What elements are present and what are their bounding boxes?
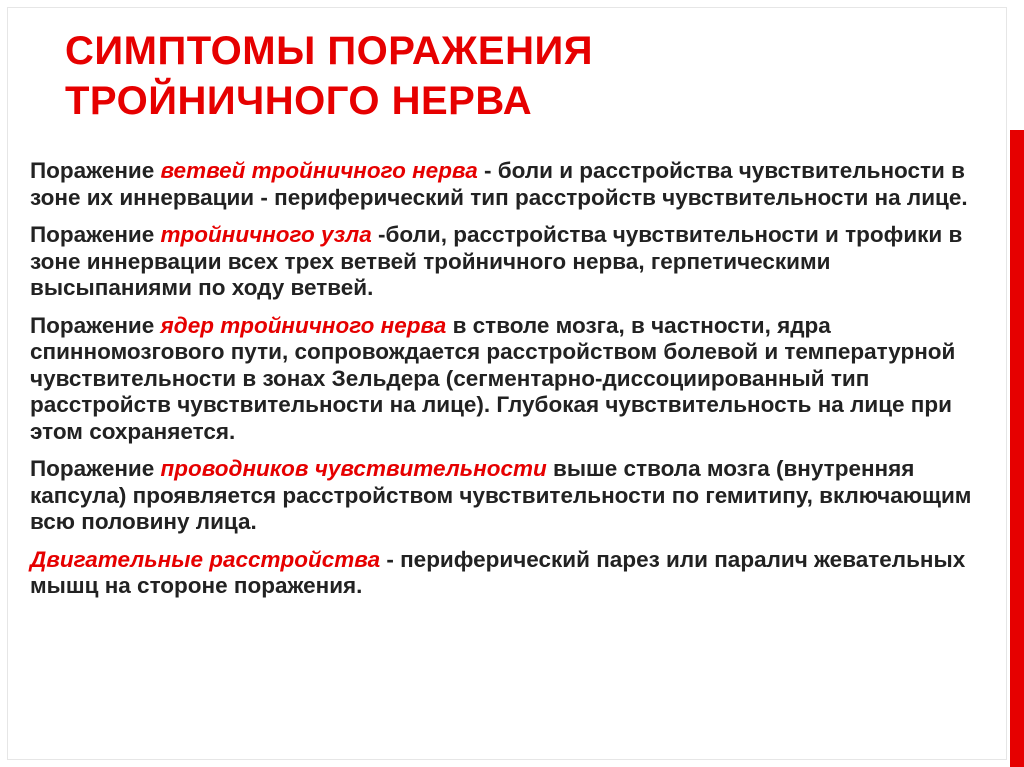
paragraph-lead: Поражение (30, 158, 161, 183)
paragraph-text: -боли, расстройства чувствительности и трофики в зоне иннервации всех трех ветвей тройничного нерва, герпетическими высыпаниями по ходу ветвей. (30, 222, 963, 300)
slide-body (30, 158, 985, 611)
paragraph-text: выше ствола мозга (внутренняя капсула) проявляется расстройством чувствительности по гемитипу, включающим всю половину лица. (30, 456, 972, 534)
paragraph-highlight: ядер тройничного нерва (160, 312, 447, 338)
paragraph-text: в стволе мозга, в частности, ядра спинномозгового пути, сопровождается расстройством болевой и температурной чувствительности в зонах Зельдера (сегментарно-диссоциированный тип расстройств чувствительности на лице). Глубокая чувствительность на лице при этом сохраняется. (30, 312, 956, 444)
paragraph-highlight: проводников чувствительности (160, 456, 547, 481)
paragraph-branches (30, 158, 985, 211)
paragraph-motor (30, 547, 985, 600)
red-accent-bar (1010, 130, 1024, 767)
title-line-2: ТРОЙНИЧНОГО НЕРВА (65, 79, 533, 123)
slide-title (65, 26, 765, 126)
paragraph-lead: Поражение (30, 456, 161, 481)
paragraph-highlight: Двигательные расстройства (30, 546, 381, 572)
paragraph-lead: Поражение (30, 312, 161, 338)
paragraph-highlight: ветвей тройничного нерва (160, 158, 478, 183)
paragraph-text: - боли и расстройства чувствительности в зоне их иннервации - периферический тип расстройств чувствительности на лице. (30, 158, 968, 210)
paragraph-nuclei (30, 313, 985, 446)
title-line-1: СИМПТОМЫ ПОРАЖЕНИЯ (65, 29, 593, 73)
paragraph-text: - периферический парез или паралич жевательных мышц на стороне поражения. (30, 546, 966, 598)
paragraph-ganglion (30, 222, 985, 302)
paragraph-highlight: тройничного узла (160, 222, 372, 247)
paragraph-lead: Поражение (30, 222, 161, 247)
paragraph-conductors (30, 456, 985, 536)
